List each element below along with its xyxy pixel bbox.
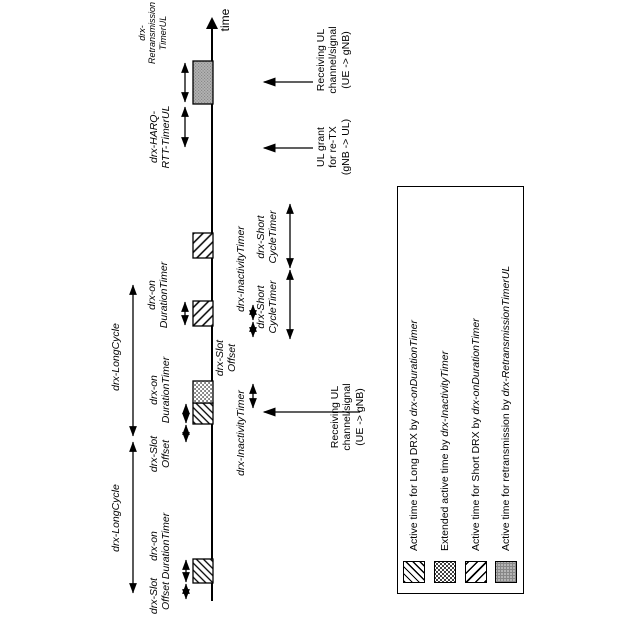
onduration-label-short1: drx-on DurationTimer (146, 261, 170, 329)
receiving-ul-annotation-2: Receiving UL channel/signal (UE -> gNB) (315, 26, 352, 94)
time-axis-arrowhead-icon (206, 17, 218, 29)
legend-timer-name: drx-RetransmissionTimerUL (500, 265, 512, 397)
legend-text (439, 351, 451, 551)
onduration-label-2: drx-on DurationTimer (148, 356, 172, 424)
legend-text (470, 318, 482, 551)
legend-prefix: Active time for Short DRX by (470, 414, 482, 551)
onduration-box-short-cycle1 (193, 301, 213, 326)
inactivity-timer-label-1: drx-InactivityTimer (235, 390, 247, 476)
long-cycle-label-1: drx-LongCycle (110, 484, 122, 552)
legend-row-extended-active (434, 351, 456, 583)
time-axis-label: time (218, 8, 232, 32)
legend-swatch-hatch-wide-icon (465, 561, 487, 583)
slot-offset-label-1: drx-Slot Offset (148, 577, 172, 615)
inactivity-timer-label-2: drx-InactivityTimer (235, 226, 247, 312)
legend-text (408, 320, 420, 551)
retransmission-active-box (193, 61, 213, 104)
onduration-label-1: drx-on DurationTimer (148, 512, 172, 580)
legend-row-retransmission (495, 266, 517, 583)
legend-row-long-drx (403, 320, 425, 583)
legend-swatch-dotted-icon (434, 561, 456, 583)
legend-timer-name: drx-InactivityTimer (439, 350, 451, 437)
slot-offset-label-2: drx-Slot Offset (148, 435, 172, 473)
onduration-box-short-cycle2 (193, 233, 213, 258)
legend-prefix: Active time for retransmission by (500, 396, 512, 551)
short-cycle-label-1: drx-Short CycleTimer (255, 280, 279, 334)
onduration-box-long-cycle2 (193, 403, 213, 424)
long-cycle-label-2: drx-LongCycle (110, 323, 122, 391)
harq-rtt-timer-label: drx-HARQ- RTT-TimerUL (148, 105, 172, 169)
legend-box (397, 186, 524, 594)
legend-swatch-hatch-dense-icon (403, 561, 425, 583)
legend-text (500, 266, 512, 551)
onduration-box-long-cycle1 (193, 559, 213, 583)
legend-swatch-gray-icon (495, 561, 517, 583)
short-cycle-label-2: drx-Short CycleTimer (255, 210, 279, 264)
retransmission-timer-label: drx- Retransmission TimerUL (137, 1, 168, 65)
legend-prefix: Active time for Long DRX by (408, 416, 420, 551)
ul-grant-annotation: UL grant for re-TX (gNB -> UL) (315, 118, 352, 176)
legend-timer-name: drx-onDurationTimer (408, 320, 420, 417)
legend-row-short-drx (465, 318, 487, 583)
extended-active-box-inactivity (193, 381, 213, 403)
legend-prefix: Extended active time by (439, 436, 451, 551)
legend-timer-name: drx-onDurationTimer (470, 318, 482, 415)
slot-offset-label-short1: drx-Slot Offset (214, 339, 238, 377)
receiving-ul-annotation-1: Receiving UL channel/signal (UE -> gNB) (329, 383, 366, 451)
